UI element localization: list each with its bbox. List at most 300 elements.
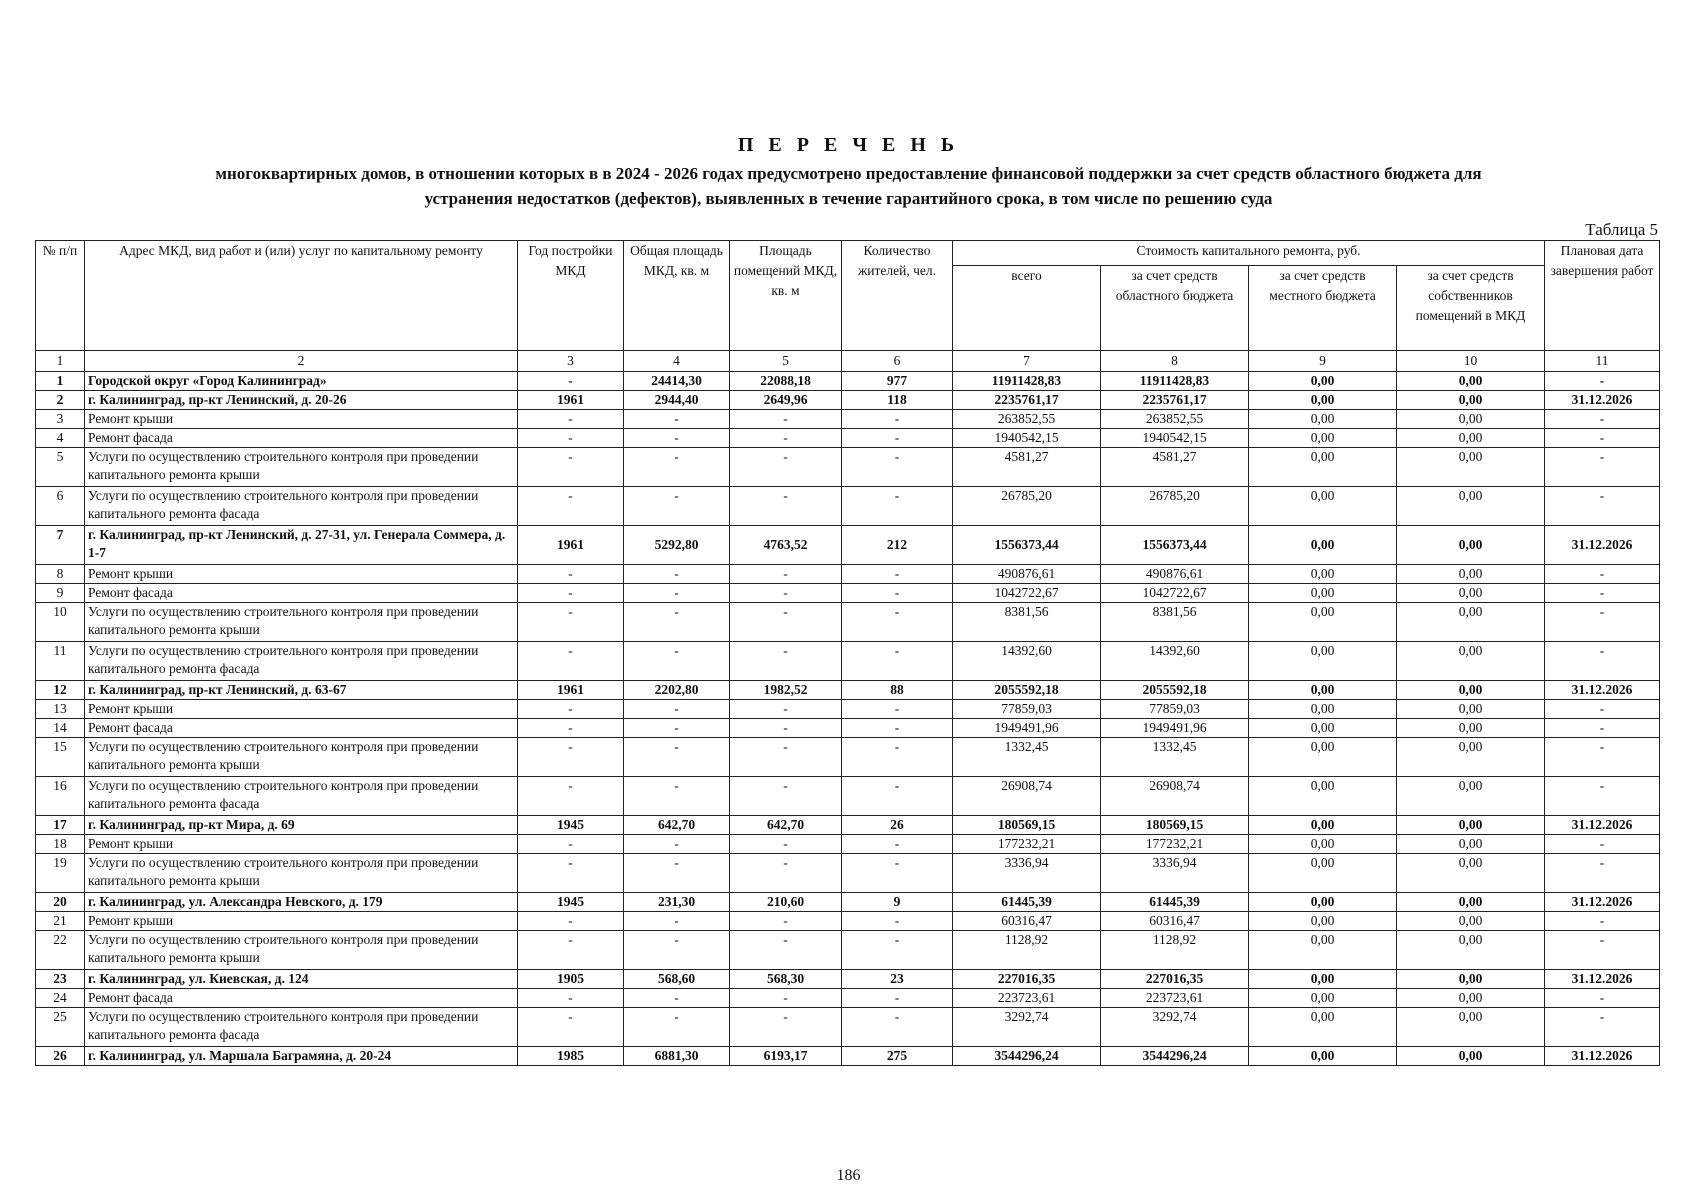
- row-cost-local: 0,00: [1249, 1047, 1397, 1066]
- row-number: 14: [36, 719, 85, 738]
- table-row: [36, 603, 1660, 642]
- row-cost-local: 0,00: [1249, 719, 1397, 738]
- row-residents: -: [842, 738, 953, 777]
- row-cost-owners: 0,00: [1397, 526, 1545, 565]
- table-row: [36, 989, 1660, 1008]
- row-total-area: -: [624, 719, 730, 738]
- row-cost-local: 0,00: [1249, 565, 1397, 584]
- row-cost-owners: 0,00: [1397, 642, 1545, 681]
- row-premises-area: -: [730, 700, 842, 719]
- row-cost-local: 0,00: [1249, 448, 1397, 487]
- row-cost-regional: 26908,74: [1101, 777, 1249, 816]
- row-cost-local: 0,00: [1249, 912, 1397, 931]
- row-cost-total: 3336,94: [953, 854, 1101, 893]
- column-number: 3: [518, 351, 624, 372]
- row-cost-regional: 180569,15: [1101, 816, 1249, 835]
- row-cost-total: 180569,15: [953, 816, 1101, 835]
- row-cost-regional: 60316,47: [1101, 912, 1249, 931]
- row-cost-regional: 8381,56: [1101, 603, 1249, 642]
- row-completion-date: -: [1545, 448, 1660, 487]
- row-name: Услуги по осуществлению строительного контроля при проведении капитального ремонта фасада: [85, 642, 518, 681]
- row-cost-total: 11911428,83: [953, 372, 1101, 391]
- row-cost-local: 0,00: [1249, 642, 1397, 681]
- table-row: [36, 931, 1660, 970]
- row-completion-date: 31.12.2026: [1545, 391, 1660, 410]
- column-number: 10: [1397, 351, 1545, 372]
- row-premises-area: 4763,52: [730, 526, 842, 565]
- row-cost-owners: 0,00: [1397, 931, 1545, 970]
- row-cost-regional: 4581,27: [1101, 448, 1249, 487]
- row-year: -: [518, 835, 624, 854]
- table-row: [36, 429, 1660, 448]
- row-year: -: [518, 931, 624, 970]
- row-total-area: 24414,30: [624, 372, 730, 391]
- row-total-area: -: [624, 603, 730, 642]
- row-premises-area: -: [730, 603, 842, 642]
- subtitle-line-1: многоквартирных домов, в отношении которых в в 2024 - 2026 годах предусмотрено предоставление финансовой поддержки за счет средств областного бюджета для: [215, 164, 1482, 183]
- row-cost-regional: 2235761,17: [1101, 391, 1249, 410]
- row-residents: -: [842, 565, 953, 584]
- row-cost-regional: 227016,35: [1101, 970, 1249, 989]
- row-name: г. Калининград, пр-кт Ленинский, д. 27-31, ул. Генерала Соммера, д. 1-7: [85, 526, 518, 565]
- row-cost-total: 3544296,24: [953, 1047, 1101, 1066]
- row-year: 1985: [518, 1047, 624, 1066]
- header-year: Год постройки МКД: [518, 241, 624, 351]
- row-cost-local: 0,00: [1249, 1008, 1397, 1047]
- table-row: [36, 1047, 1660, 1066]
- row-cost-total: 61445,39: [953, 893, 1101, 912]
- row-completion-date: -: [1545, 854, 1660, 893]
- row-cost-local: 0,00: [1249, 777, 1397, 816]
- row-residents: 23: [842, 970, 953, 989]
- row-cost-regional: 1332,45: [1101, 738, 1249, 777]
- row-cost-local: 0,00: [1249, 970, 1397, 989]
- row-total-area: 231,30: [624, 893, 730, 912]
- header-num: № п/п: [36, 241, 85, 351]
- row-residents: 26: [842, 816, 953, 835]
- row-number: 23: [36, 970, 85, 989]
- row-total-area: -: [624, 777, 730, 816]
- row-completion-date: -: [1545, 410, 1660, 429]
- row-year: -: [518, 989, 624, 1008]
- row-number: 5: [36, 448, 85, 487]
- row-number: 22: [36, 931, 85, 970]
- row-total-area: -: [624, 448, 730, 487]
- row-premises-area: 568,30: [730, 970, 842, 989]
- row-number: 12: [36, 681, 85, 700]
- header-cost-local: за счет средств местного бюджета: [1249, 266, 1397, 351]
- row-completion-date: 31.12.2026: [1545, 816, 1660, 835]
- row-name: Городской округ «Город Калининград»: [85, 372, 518, 391]
- table-row: [36, 565, 1660, 584]
- row-cost-regional: 3292,74: [1101, 1008, 1249, 1047]
- table-row: [36, 410, 1660, 429]
- row-name: г. Калининград, пр-кт Ленинский, д. 20-26: [85, 391, 518, 410]
- row-residents: 275: [842, 1047, 953, 1066]
- row-cost-local: 0,00: [1249, 372, 1397, 391]
- row-residents: -: [842, 642, 953, 681]
- table-row: [36, 487, 1660, 526]
- row-cost-owners: 0,00: [1397, 854, 1545, 893]
- row-cost-owners: 0,00: [1397, 565, 1545, 584]
- column-number: 11: [1545, 351, 1660, 372]
- row-year: -: [518, 854, 624, 893]
- row-cost-regional: 263852,55: [1101, 410, 1249, 429]
- row-cost-regional: 1128,92: [1101, 931, 1249, 970]
- row-number: 10: [36, 603, 85, 642]
- row-number: 4: [36, 429, 85, 448]
- row-premises-area: 642,70: [730, 816, 842, 835]
- row-number: 6: [36, 487, 85, 526]
- table-row: [36, 372, 1660, 391]
- row-number: 11: [36, 642, 85, 681]
- row-cost-owners: 0,00: [1397, 410, 1545, 429]
- table-row: [36, 391, 1660, 410]
- row-premises-area: -: [730, 410, 842, 429]
- houses-table: [35, 240, 1660, 1066]
- header-residents: Количество жителей, чел.: [842, 241, 953, 351]
- row-cost-total: 3292,74: [953, 1008, 1101, 1047]
- row-residents: -: [842, 989, 953, 1008]
- header-premises-area: Площадь помещений МКД, кв. м: [730, 241, 842, 351]
- row-cost-local: 0,00: [1249, 487, 1397, 526]
- row-residents: -: [842, 448, 953, 487]
- row-completion-date: -: [1545, 565, 1660, 584]
- row-year: -: [518, 1008, 624, 1047]
- row-cost-owners: 0,00: [1397, 391, 1545, 410]
- row-cost-total: 1042722,67: [953, 584, 1101, 603]
- table-row: [36, 738, 1660, 777]
- row-cost-regional: 77859,03: [1101, 700, 1249, 719]
- row-total-area: -: [624, 410, 730, 429]
- row-cost-local: 0,00: [1249, 429, 1397, 448]
- row-completion-date: 31.12.2026: [1545, 681, 1660, 700]
- row-premises-area: -: [730, 738, 842, 777]
- row-cost-owners: 0,00: [1397, 893, 1545, 912]
- row-cost-total: 1128,92: [953, 931, 1101, 970]
- row-name: Ремонт крыши: [85, 700, 518, 719]
- row-name: Ремонт фасада: [85, 719, 518, 738]
- row-premises-area: -: [730, 719, 842, 738]
- row-premises-area: 2649,96: [730, 391, 842, 410]
- row-premises-area: -: [730, 931, 842, 970]
- row-cost-regional: 26785,20: [1101, 487, 1249, 526]
- row-cost-regional: 177232,21: [1101, 835, 1249, 854]
- row-cost-owners: 0,00: [1397, 700, 1545, 719]
- header-completion-date: Плановая дата завершения работ: [1545, 241, 1660, 351]
- table-row: [36, 448, 1660, 487]
- page-number: 186: [836, 1167, 861, 1184]
- row-year: -: [518, 603, 624, 642]
- row-completion-date: 31.12.2026: [1545, 526, 1660, 565]
- row-cost-local: 0,00: [1249, 931, 1397, 970]
- row-number: 19: [36, 854, 85, 893]
- row-year: -: [518, 700, 624, 719]
- column-number: 7: [953, 351, 1101, 372]
- row-residents: 118: [842, 391, 953, 410]
- row-name: Услуги по осуществлению строительного контроля при проведении капитального ремонта крыши: [85, 854, 518, 893]
- row-cost-local: 0,00: [1249, 738, 1397, 777]
- row-residents: 88: [842, 681, 953, 700]
- table-row: [36, 642, 1660, 681]
- document-heading: [40, 134, 1657, 211]
- header-cost-owners: за счет средств собственников помещений в МКД: [1397, 266, 1545, 351]
- row-cost-total: 26908,74: [953, 777, 1101, 816]
- row-residents: -: [842, 931, 953, 970]
- row-number: 21: [36, 912, 85, 931]
- row-completion-date: -: [1545, 372, 1660, 391]
- subtitle-line-2: устранения недостатков (дефектов), выявленных в течение гарантийного срока, в том числе по решению суда: [424, 189, 1273, 208]
- row-number: 17: [36, 816, 85, 835]
- row-cost-total: 8381,56: [953, 603, 1101, 642]
- table-row: [36, 970, 1660, 989]
- row-name: Услуги по осуществлению строительного контроля при проведении капитального ремонта фасада: [85, 487, 518, 526]
- row-cost-owners: 0,00: [1397, 989, 1545, 1008]
- row-premises-area: -: [730, 429, 842, 448]
- column-number: 6: [842, 351, 953, 372]
- table-label: Таблица 5: [1585, 220, 1658, 239]
- row-number: 8: [36, 565, 85, 584]
- row-number: 3: [36, 410, 85, 429]
- row-completion-date: 31.12.2026: [1545, 893, 1660, 912]
- row-completion-date: -: [1545, 429, 1660, 448]
- row-total-area: 568,60: [624, 970, 730, 989]
- row-completion-date: -: [1545, 487, 1660, 526]
- row-residents: 977: [842, 372, 953, 391]
- row-premises-area: -: [730, 989, 842, 1008]
- row-year: 1905: [518, 970, 624, 989]
- row-name: Услуги по осуществлению строительного контроля при проведении капитального ремонта крыши: [85, 603, 518, 642]
- row-cost-owners: 0,00: [1397, 603, 1545, 642]
- row-completion-date: -: [1545, 989, 1660, 1008]
- row-completion-date: -: [1545, 584, 1660, 603]
- row-cost-regional: 223723,61: [1101, 989, 1249, 1008]
- row-cost-total: 60316,47: [953, 912, 1101, 931]
- column-number: 1: [36, 351, 85, 372]
- row-total-area: -: [624, 931, 730, 970]
- row-total-area: -: [624, 487, 730, 526]
- column-number: 4: [624, 351, 730, 372]
- row-residents: -: [842, 603, 953, 642]
- row-completion-date: -: [1545, 738, 1660, 777]
- table-row: [36, 912, 1660, 931]
- column-number: 2: [85, 351, 518, 372]
- column-number: 5: [730, 351, 842, 372]
- table-row: [36, 835, 1660, 854]
- row-cost-total: 14392,60: [953, 642, 1101, 681]
- row-year: -: [518, 719, 624, 738]
- row-name: Ремонт крыши: [85, 410, 518, 429]
- row-number: 16: [36, 777, 85, 816]
- row-year: 1961: [518, 391, 624, 410]
- row-cost-local: 0,00: [1249, 816, 1397, 835]
- row-cost-owners: 0,00: [1397, 719, 1545, 738]
- row-residents: -: [842, 777, 953, 816]
- table-row: [36, 584, 1660, 603]
- row-residents: -: [842, 854, 953, 893]
- row-cost-regional: 1940542,15: [1101, 429, 1249, 448]
- row-premises-area: 22088,18: [730, 372, 842, 391]
- row-year: 1945: [518, 816, 624, 835]
- row-name: Ремонт крыши: [85, 912, 518, 931]
- row-name: Ремонт крыши: [85, 565, 518, 584]
- row-cost-owners: 0,00: [1397, 816, 1545, 835]
- row-cost-total: 2055592,18: [953, 681, 1101, 700]
- header-total-area: Общая площадь МКД, кв. м: [624, 241, 730, 351]
- row-name: Услуги по осуществлению строительного контроля при проведении капитального ремонта фасада: [85, 777, 518, 816]
- row-cost-regional: 3336,94: [1101, 854, 1249, 893]
- row-premises-area: -: [730, 912, 842, 931]
- row-name: Услуги по осуществлению строительного контроля при проведении капитального ремонта крыши: [85, 738, 518, 777]
- row-cost-local: 0,00: [1249, 854, 1397, 893]
- row-residents: 212: [842, 526, 953, 565]
- row-number: 26: [36, 1047, 85, 1066]
- row-residents: -: [842, 487, 953, 526]
- row-cost-total: 1949491,96: [953, 719, 1101, 738]
- row-total-area: -: [624, 835, 730, 854]
- row-cost-total: 2235761,17: [953, 391, 1101, 410]
- row-premises-area: -: [730, 584, 842, 603]
- row-premises-area: -: [730, 448, 842, 487]
- row-total-area: 2944,40: [624, 391, 730, 410]
- row-residents: -: [842, 584, 953, 603]
- row-cost-regional: 1949491,96: [1101, 719, 1249, 738]
- row-completion-date: -: [1545, 1008, 1660, 1047]
- row-cost-owners: 0,00: [1397, 372, 1545, 391]
- row-completion-date: -: [1545, 603, 1660, 642]
- row-total-area: 2202,80: [624, 681, 730, 700]
- row-completion-date: -: [1545, 777, 1660, 816]
- column-numbers-row: [36, 351, 1660, 372]
- row-cost-local: 0,00: [1249, 893, 1397, 912]
- row-cost-total: 263852,55: [953, 410, 1101, 429]
- row-total-area: -: [624, 854, 730, 893]
- row-residents: -: [842, 410, 953, 429]
- row-premises-area: -: [730, 835, 842, 854]
- row-cost-regional: 11911428,83: [1101, 372, 1249, 391]
- row-cost-local: 0,00: [1249, 526, 1397, 565]
- row-number: 9: [36, 584, 85, 603]
- row-cost-owners: 0,00: [1397, 1047, 1545, 1066]
- row-cost-local: 0,00: [1249, 603, 1397, 642]
- row-number: 25: [36, 1008, 85, 1047]
- row-cost-local: 0,00: [1249, 391, 1397, 410]
- row-completion-date: -: [1545, 835, 1660, 854]
- row-name: г. Калининград, пр-кт Ленинский, д. 63-67: [85, 681, 518, 700]
- row-cost-owners: 0,00: [1397, 1008, 1545, 1047]
- row-name: г. Калининград, ул. Александра Невского, д. 179: [85, 893, 518, 912]
- row-cost-owners: 0,00: [1397, 970, 1545, 989]
- table-row: [36, 700, 1660, 719]
- row-cost-local: 0,00: [1249, 989, 1397, 1008]
- row-total-area: -: [624, 429, 730, 448]
- row-year: -: [518, 372, 624, 391]
- row-name: Ремонт фасада: [85, 429, 518, 448]
- row-cost-owners: 0,00: [1397, 738, 1545, 777]
- row-completion-date: -: [1545, 642, 1660, 681]
- row-total-area: 5292,80: [624, 526, 730, 565]
- row-number: 24: [36, 989, 85, 1008]
- row-premises-area: -: [730, 565, 842, 584]
- table-header: [36, 241, 1660, 372]
- table-row: [36, 719, 1660, 738]
- row-name: Услуги по осуществлению строительного контроля при проведении капитального ремонта крыши: [85, 931, 518, 970]
- row-residents: -: [842, 912, 953, 931]
- row-year: -: [518, 448, 624, 487]
- table-row: [36, 1008, 1660, 1047]
- table-row: [36, 854, 1660, 893]
- row-cost-local: 0,00: [1249, 584, 1397, 603]
- table-row: [36, 893, 1660, 912]
- row-total-area: -: [624, 565, 730, 584]
- row-residents: -: [842, 1008, 953, 1047]
- row-cost-local: 0,00: [1249, 410, 1397, 429]
- header-cost-regional: за счет средств областного бюджета: [1101, 266, 1249, 351]
- row-cost-total: 26785,20: [953, 487, 1101, 526]
- header-row-1: [36, 241, 1660, 266]
- row-number: 15: [36, 738, 85, 777]
- row-cost-local: 0,00: [1249, 681, 1397, 700]
- row-premises-area: -: [730, 642, 842, 681]
- row-name: Ремонт фасада: [85, 989, 518, 1008]
- row-cost-owners: 0,00: [1397, 487, 1545, 526]
- row-premises-area: -: [730, 487, 842, 526]
- row-year: 1945: [518, 893, 624, 912]
- row-total-area: -: [624, 700, 730, 719]
- row-completion-date: -: [1545, 700, 1660, 719]
- row-year: -: [518, 642, 624, 681]
- header-cost-total: всего: [953, 266, 1101, 351]
- row-year: -: [518, 487, 624, 526]
- row-completion-date: -: [1545, 719, 1660, 738]
- row-premises-area: -: [730, 777, 842, 816]
- table-row: [36, 777, 1660, 816]
- row-total-area: 642,70: [624, 816, 730, 835]
- row-total-area: 6881,30: [624, 1047, 730, 1066]
- row-number: 20: [36, 893, 85, 912]
- row-cost-local: 0,00: [1249, 835, 1397, 854]
- row-name: г. Калининград, ул. Киевская, д. 124: [85, 970, 518, 989]
- row-name: г. Калининград, ул. Маршала Баграмяна, д. 20-24: [85, 1047, 518, 1066]
- row-cost-total: 4581,27: [953, 448, 1101, 487]
- row-name: Ремонт крыши: [85, 835, 518, 854]
- row-year: -: [518, 738, 624, 777]
- row-total-area: -: [624, 738, 730, 777]
- row-residents: -: [842, 700, 953, 719]
- row-cost-total: 223723,61: [953, 989, 1101, 1008]
- row-cost-owners: 0,00: [1397, 448, 1545, 487]
- row-cost-owners: 0,00: [1397, 429, 1545, 448]
- row-number: 1: [36, 372, 85, 391]
- row-name: Ремонт фасада: [85, 584, 518, 603]
- row-total-area: -: [624, 1008, 730, 1047]
- row-premises-area: 6193,17: [730, 1047, 842, 1066]
- document-title: П Е Р Е Ч Е Н Ь: [737, 134, 960, 156]
- row-year: -: [518, 912, 624, 931]
- row-number: 13: [36, 700, 85, 719]
- row-cost-total: 177232,21: [953, 835, 1101, 854]
- row-cost-owners: 0,00: [1397, 777, 1545, 816]
- row-year: 1961: [518, 681, 624, 700]
- row-year: -: [518, 429, 624, 448]
- row-cost-owners: 0,00: [1397, 912, 1545, 931]
- row-year: 1961: [518, 526, 624, 565]
- row-cost-total: 1556373,44: [953, 526, 1101, 565]
- header-address: Адрес МКД, вид работ и (или) услуг по капитальному ремонту: [85, 241, 518, 351]
- row-cost-regional: 3544296,24: [1101, 1047, 1249, 1066]
- row-premises-area: 210,60: [730, 893, 842, 912]
- row-premises-area: -: [730, 1008, 842, 1047]
